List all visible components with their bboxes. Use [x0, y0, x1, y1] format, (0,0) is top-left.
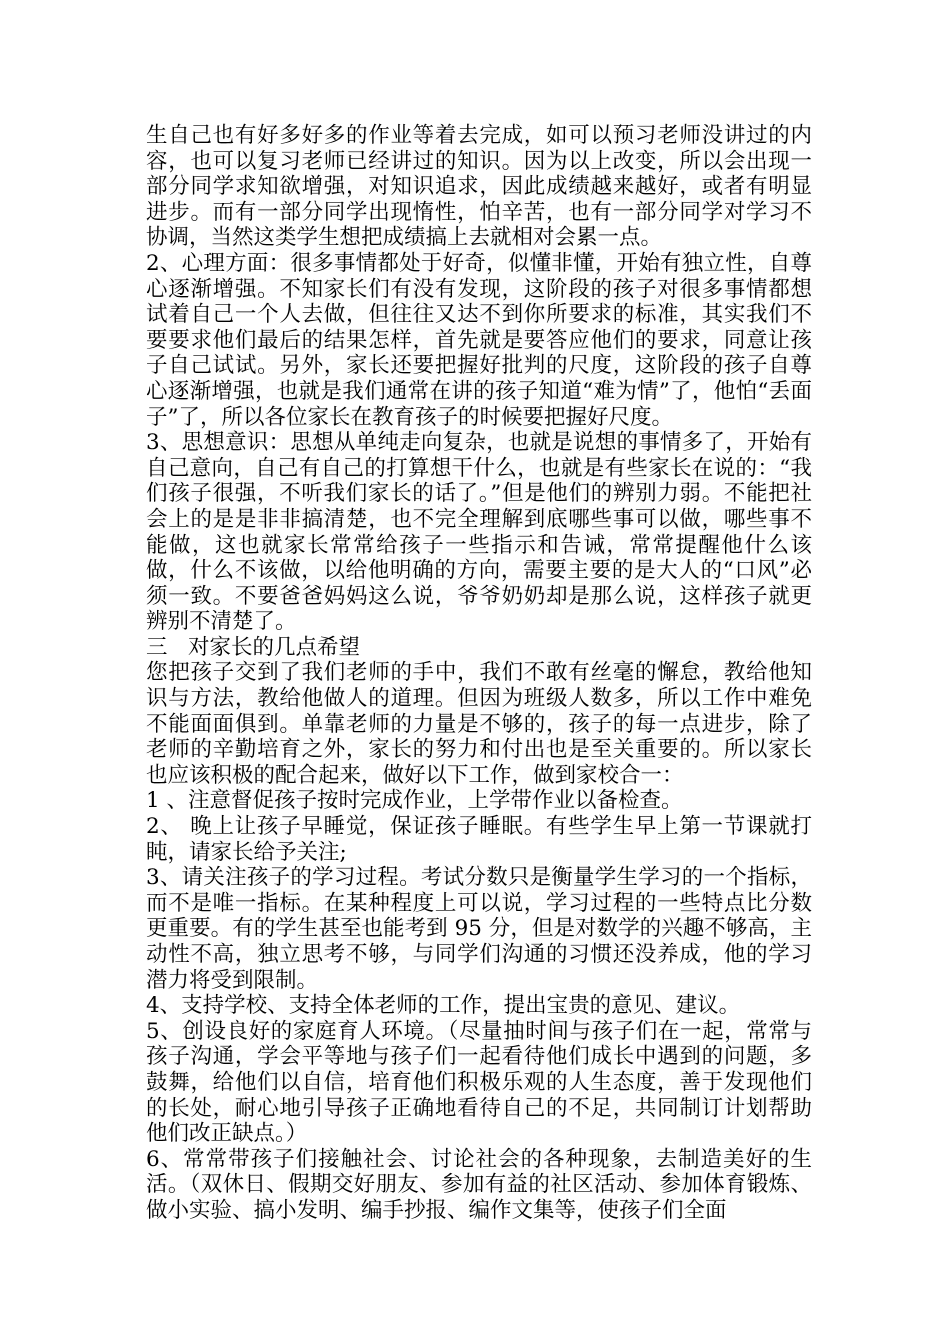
list-item-learning-process: 3、请关注孩子的学习过程。考试分数只是衡量学生学习的一个指标，而不是唯一指标。在某种程度上可以说，学习过程的一些特点比分数更重要。有的学生甚至也能考到 95 分，但是对数学的兴趣不够高，主动性不高，独立思考不够，与同学们沟通的习惯还没养成，他的学习潜力将受到限制。	[146, 865, 812, 993]
list-item-homework: 1 、注意督促孩子按时完成作业，上学带作业以备检查。	[146, 788, 683, 814]
list-item-home-environment: 5、创设良好的家庭育人环境。（尽量抽时间与孩子们在一起，常常与孩子沟通，学会平等地与孩子们一起看待他们成长中遇到的问题，多鼓舞，给他们以自信，培育他们积极乐观的人生态度，善于发现他们的长处，耐心地引导孩子正确地看待自己的不足，共同制订计划帮助他们改正缺点。）	[146, 1018, 812, 1147]
list-item-support-school: 4、支持学校、支持全体老师的工作，提出宝贵的意见、建议。	[146, 993, 741, 1019]
list-item-sleep: 2、 晚上让孩子早睡觉，保证孩子睡眠。有些学生早上第一节课就打盹，请家长给予关注;	[146, 814, 812, 865]
document-body	[146, 123, 812, 1224]
paragraph-study-continuation: 生自己也有好多好多的作业等着去完成，如可以预习老师没讲过的内容，也可以复习老师已经讲过的知识。因为以上改变，所以会出现一部分同学求知欲增强，对知识追求，因此成绩越来越好，或者有明显进步。而有一部分同学出现惰性，怕辛苦，也有一部分同学对学习不协调，当然这类学生想把成绩搞上去就相对会累一点。	[146, 123, 812, 251]
section-heading-parent-hopes: 三 对家长的几点希望	[146, 634, 361, 660]
paragraph-psychology: 2、心理方面：很多事情都处于好奇，似懂非懂，开始有独立性，自尊心逐渐增强。不知家长们有没有发现，这阶段的孩子对很多事情都想试着自己一个人去做，但往往又达不到你所要求的标准，其实我们不要要求他们最后的结果怎样，首先就是要答应他们的要求，同意让孩子自己试试。另外，家长还要把握好批判的尺度，这阶段的孩子自尊心逐渐增强，也就是我们通常在讲的孩子知道“难为情”了，他怕“丢面子”了，所以各位家长在教育孩子的时候要把握好尺度。	[146, 250, 812, 430]
list-item-society: 6、常常带孩子们接触社会、讨论社会的各种现象，去制造美好的生活。（双休日、假期交好朋友、参加有益的社区活动、参加体育锻炼、做小实验、搞小发明、编手抄报、编作文集等，使孩子们全面	[146, 1146, 812, 1223]
paragraph-parent-intro: 您把孩子交到了我们老师的手中，我们不敢有丝毫的懈怠，教给他知识与方法，教给他做人的道理。但因为班级人数多，所以工作中难免不能面面俱到。单靠老师的力量是不够的，孩子的每一点进步，除了老师的辛勤培育之外，家长的努力和付出也是至关重要的。所以家长也应该积极的配合起来，做好以下工作，做到家校合一：	[146, 660, 812, 788]
paragraph-thinking: 3、思想意识：思想从单纯走向复杂，也就是说想的事情多了，开始有自己意向，自己有自己的打算想干什么，也就是有些家长在说的：“我们孩子很强，不听我们家长的话了。”但是他们的辨别力弱。不能把社会上的是是非非搞清楚，也不完全理解到底哪些事可以做，哪些事不能做，这也就家长常常给孩子一些指示和告诫，常常提醒他什么该做，什么不该做，以给他明确的方向，需要主要的是大人的“口风”必须一致。不要爸爸妈妈这么说，爷爷奶奶却是那么说，这样孩子就更辨别不清楚了。	[146, 430, 812, 635]
